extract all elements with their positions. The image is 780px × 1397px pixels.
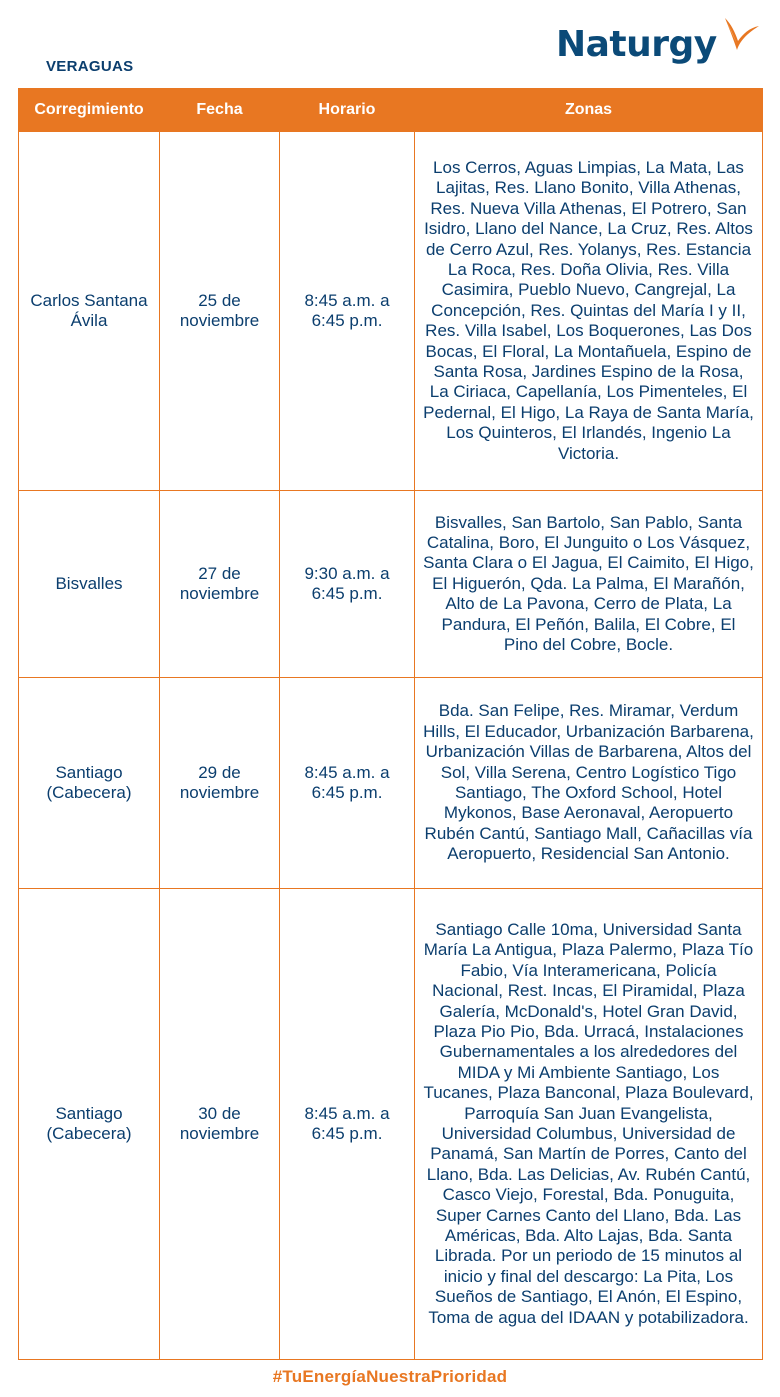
- header-fecha: Fecha: [160, 89, 280, 132]
- cell-fecha: 30 de noviembre: [160, 889, 280, 1360]
- header-zonas: Zonas: [415, 89, 763, 132]
- table-row: [19, 889, 763, 1360]
- cell-fecha: 29 de noviembre: [160, 678, 280, 889]
- cell-horario: 8:45 a.m. a 6:45 p.m.: [280, 678, 415, 889]
- cell-corregimiento: Santiago (Cabecera): [19, 678, 160, 889]
- naturgy-logo: [556, 14, 766, 74]
- footer-hashtag: #TuEnergíaNuestraPrioridad: [272, 1367, 508, 1386]
- cell-corregimiento: Bisvalles: [19, 491, 160, 678]
- cell-zonas: Los Cerros, Aguas Limpias, La Mata, Las Lajitas, Res. Llano Bonito, Villa Athenas, Res. Nueva Villa Athenas, El Potrero, San Isidro, Llano del Nance, La Cruz, Res. Altos de Cerro Azul, Res. Yolanys, Res. Estancia La Roca, Res. Doña Olivia, Res. Villa Casimira, Pueblo Nuevo, Cangrejal, La Concepción, Res. Quintas del María I y II, Res. Villa Isabel, Los Boquerones, Las Dos Bocas, El Floral, La Montañuela, Espino de Santa Rosa, Jardines Espino de la Rosa, La Ciriaca, Capellanía, Los Pimenteles, El Pedernal, El Higo, La Raya de Santa María, Los Quinteros, El Irlandés, Ingenio La Victoria.: [415, 132, 763, 491]
- cell-fecha: 25 de noviembre: [160, 132, 280, 491]
- region-title: VERAGUAS: [46, 58, 134, 75]
- schedule-table: [18, 88, 763, 1360]
- cell-zonas: Bisvalles, San Bartolo, San Pablo, Santa Catalina, Boro, El Junguito o Los Vásquez, Santa Clara o El Jagua, El Caimito, El Higo, El Higuerón, Qda. La Palma, El Marañón, Alto de La Pavona, Cerro de Plata, La Pandura, El Peñón, Balila, El Cobre, El Pino del Cobre, Bocle.: [415, 491, 763, 678]
- header-horario: Horario: [280, 89, 415, 132]
- butterfly-icon: [719, 14, 763, 58]
- cell-fecha: 27 de noviembre: [160, 491, 280, 678]
- table-row: [19, 491, 763, 678]
- cell-zonas: Santiago Calle 10ma, Universidad Santa María La Antigua, Plaza Palermo, Plaza Tío Fabio, Vía Interamericana, Policía Nacional, Rest. Incas, El Piramidal, Plaza Galería, McDonald's, Hotel Gran David, Plaza Pio Pio, Bda. Urracá, Instalaciones Gubernamentales a los alrededores del MIDA y Mi Ambiente Santiago, Los Tucanes, Plaza Banconal, Plaza Boulevard, Parroquía San Juan Evangelista, Universidad Columbus, Universidad de Panamá, San Martín de Porres, Canto del Llano, Bda. Las Delicias, Av. Rubén Cantú, Casco Viejo, Forestal, Bda. Ponuguita, Super Carnes Canto del Llano, Bda. Las Américas, Bda. Alto Lajas, Bda. Santa Librada. Por un periodo de 15 minutos al inicio y final del descargo: La Pita, Los Sueños de Santiago, El Anón, El Espino, Toma de agua del IDAAN y potabilizadora.: [415, 889, 763, 1360]
- brand-name: Naturgy: [556, 24, 717, 65]
- cell-corregimiento: Santiago (Cabecera): [19, 889, 160, 1360]
- table-row: [19, 132, 763, 491]
- cell-horario: 8:45 a.m. a 6:45 p.m.: [280, 132, 415, 491]
- header-corregimiento: Corregimiento: [19, 89, 160, 132]
- cell-zonas: Bda. San Felipe, Res. Miramar, Verdum Hills, El Educador, Urbanización Barbarena, Urbanización Villas de Barbarena, Altos del Sol, Villa Serena, Centro Logístico Tigo Santiago, The Oxford School, Hotel Mykonos, Base Aeronaval, Aeropuerto Rubén Cantú, Santiago Mall, Cañacillas vía Aeropuerto, Residencial San Antonio.: [415, 678, 763, 889]
- cell-corregimiento: Carlos Santana Ávila: [19, 132, 160, 491]
- cell-horario: 9:30 a.m. a 6:45 p.m.: [280, 491, 415, 678]
- table-row: [19, 678, 763, 889]
- table-header-row: [19, 89, 763, 132]
- cell-horario: 8:45 a.m. a 6:45 p.m.: [280, 889, 415, 1360]
